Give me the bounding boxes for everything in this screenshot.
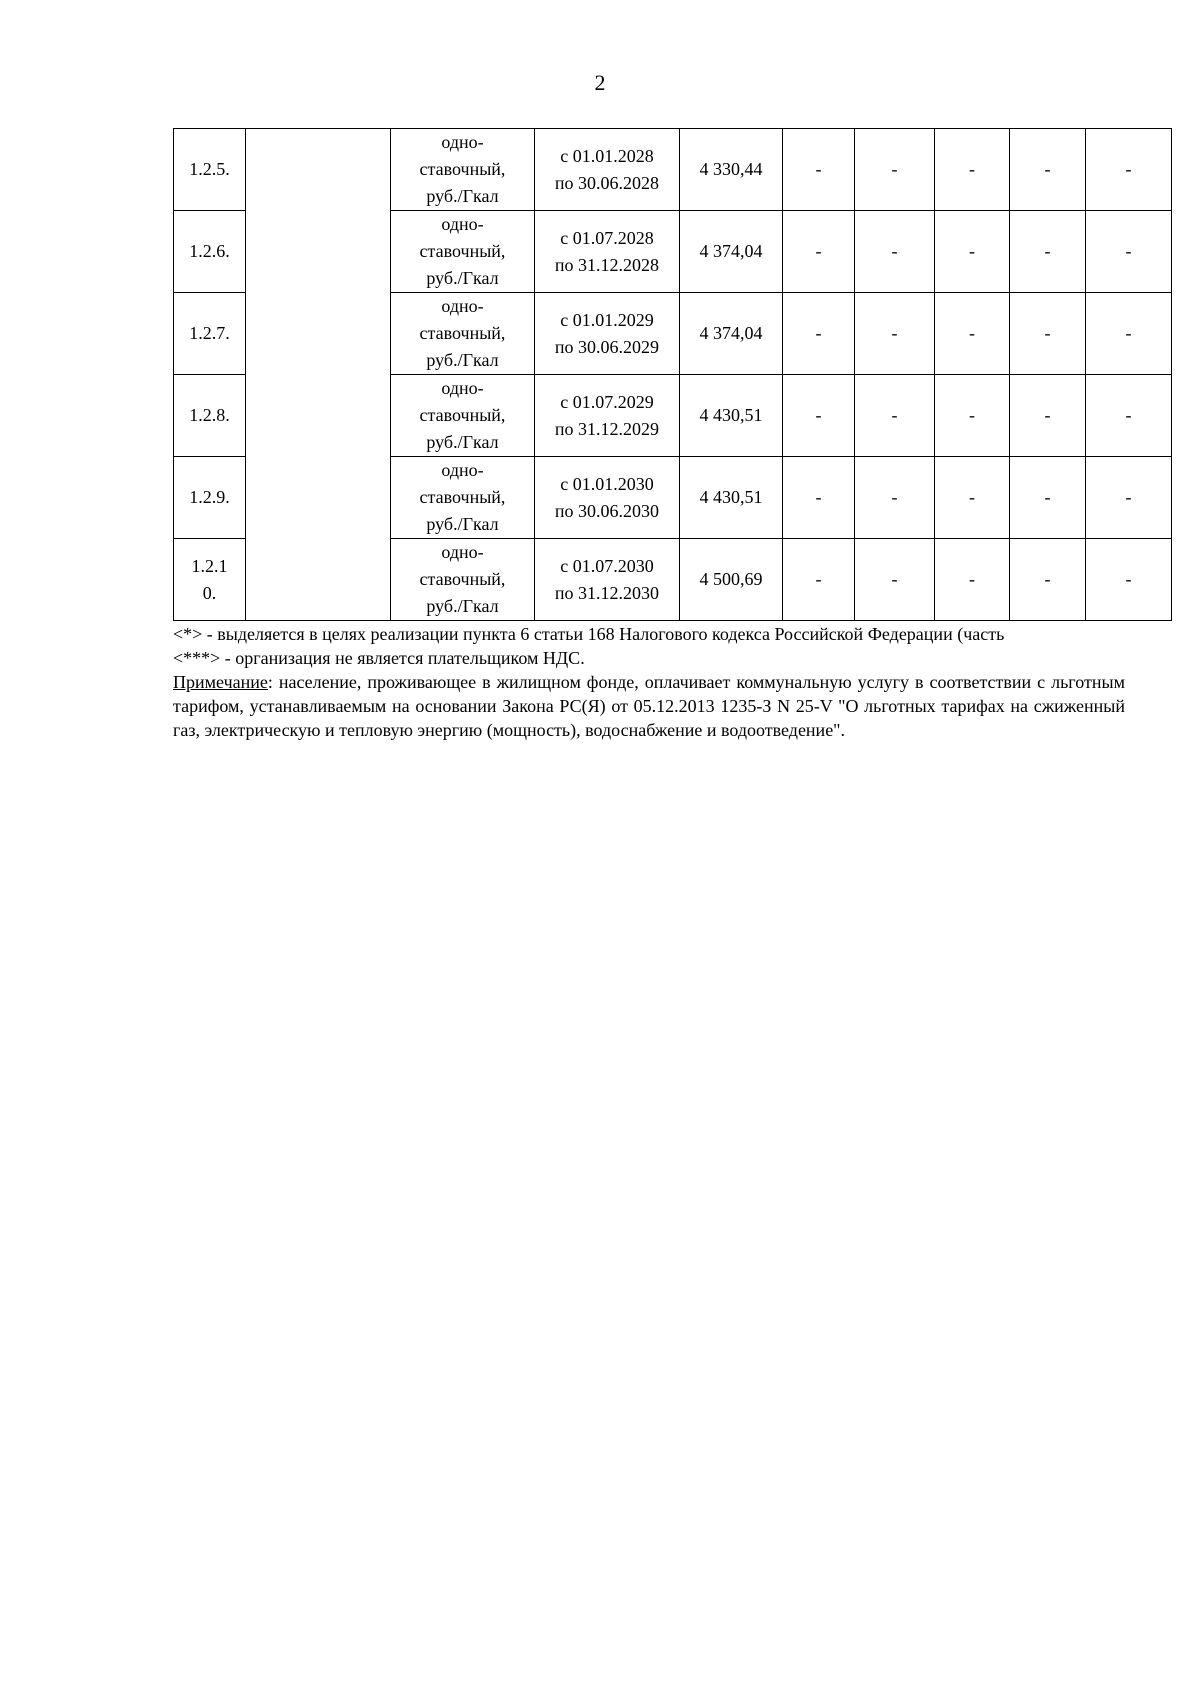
empty-value-cell: - [783,293,855,375]
empty-value-cell: - [1010,211,1086,293]
row-number-cell [174,293,246,375]
empty-value-cell: - [935,539,1010,621]
tariff-value-cell: 4 330,44 [680,129,783,211]
row-number-line: 1.2.1 [191,555,228,576]
empty-value-cell: - [855,211,935,293]
period-line: по 31.12.2029 [554,418,660,439]
row-number-line: 1.2.8. [189,405,230,425]
period-line: с 01.07.2028 [560,227,654,248]
empty-value-cell: - [783,129,855,211]
empty-value-cell: - [935,293,1010,375]
tariff-value-cell: 4 430,51 [680,457,783,539]
tariff-type-line: руб./Гкал [426,350,499,370]
empty-value-cell: - [855,375,935,457]
tariff-value-cell: 4 374,04 [680,293,783,375]
table-body [174,129,1172,621]
tariff-value-cell: 4 430,51 [680,375,783,457]
tariff-type-line: ставочный, [419,323,506,343]
footnote-triple-asterisk: <***> - организация не является плательщиком НДС. [173,648,585,668]
tariff-type-cell [391,539,535,621]
row-number-cell [174,539,246,621]
empty-value-cell: - [855,539,935,621]
tariff-type-line: ставочный, [419,569,506,589]
remark-paragraph [173,670,1125,742]
tariff-type-line: ставочный, [419,487,506,507]
row-number-cell [174,375,246,457]
period-cell [535,375,680,457]
tariff-type-line: ставочный, [419,241,506,261]
period-cell [535,211,680,293]
period-line: с 01.01.2030 [560,473,654,494]
table-row [174,129,1172,211]
empty-value-cell: - [783,457,855,539]
row-number-line: 0. [202,582,217,603]
notes-section [173,622,1125,742]
period-line: с 01.01.2028 [560,145,654,166]
tariff-type-line: руб./Гкал [426,432,499,452]
empty-value-cell: - [1086,457,1172,539]
merged-empty-cell [246,129,391,621]
tariff-type-cell [391,293,535,375]
empty-value-cell: - [935,129,1010,211]
tariff-type-line: руб./Гкал [426,268,499,288]
row-number-line: 1.2.7. [189,323,230,343]
row-number-cell [174,129,246,211]
tariff-type-cell [391,211,535,293]
empty-value-cell: - [935,375,1010,457]
empty-value-cell: - [855,457,935,539]
period-line: по 31.12.2030 [554,582,660,603]
tariff-type-line: ставочный, [419,159,506,179]
tariff-type-line: руб./Гкал [426,514,499,534]
empty-value-cell: - [855,129,935,211]
empty-value-cell: - [855,293,935,375]
empty-value-cell: - [1086,211,1172,293]
empty-value-cell: - [1010,129,1086,211]
tariff-type-line: одно- [441,214,484,234]
tariff-type-line: одно- [441,378,484,398]
tariff-value-cell: 4 374,04 [680,211,783,293]
period-cell [535,293,680,375]
empty-value-cell: - [1010,539,1086,621]
row-number-line: 1.2.6. [189,241,230,261]
empty-value-cell: - [783,211,855,293]
period-cell [535,129,680,211]
period-cell [535,457,680,539]
empty-value-cell: - [1086,539,1172,621]
period-line: с 01.07.2029 [560,391,654,412]
tariff-type-line: одно- [441,132,484,152]
row-number-line: 1.2.9. [189,487,230,507]
tariff-type-cell [391,375,535,457]
period-cell [535,539,680,621]
row-number-cell [174,457,246,539]
tariff-table [173,128,1172,621]
empty-value-cell: - [783,539,855,621]
empty-value-cell: - [935,457,1010,539]
period-line: по 30.06.2030 [554,500,660,521]
empty-value-cell: - [1086,129,1172,211]
empty-value-cell: - [1010,457,1086,539]
tariff-type-line: руб./Гкал [426,596,499,616]
empty-value-cell: - [935,211,1010,293]
page-number: 2 [594,70,606,95]
tariff-type-cell [391,129,535,211]
footnote-asterisk: <*> - выделяется в целях реализации пункта 6 статьи 168 Налогового кодекса Российской Федерации (часть [173,624,1005,644]
row-number-cell [174,211,246,293]
empty-value-cell: - [1010,375,1086,457]
remark-label: Примечание [173,672,268,692]
empty-value-cell: - [783,375,855,457]
tariff-type-cell [391,457,535,539]
empty-value-cell: - [1086,293,1172,375]
period-line: по 31.12.2028 [554,254,660,275]
tariff-type-line: руб./Гкал [426,186,499,206]
tariff-type-line: одно- [441,460,484,480]
row-number-line: 1.2.5. [189,159,230,179]
tariff-value-cell: 4 500,69 [680,539,783,621]
remark-text: : население, проживающее в жилищном фонде, оплачивает коммунальную услугу в соответствии с льготным тарифом, устанавливаемым на основании Закона РС(Я) от 05.12.2013 1235-З N 25-V "О льготных тарифах на сжиженный газ, электрическую и тепловую энергию (мощность), водоснабжение и водоотведение". [173,672,1125,740]
tariff-type-line: ставочный, [419,405,506,425]
period-line: с 01.01.2029 [560,309,654,330]
period-line: по 30.06.2029 [554,336,660,357]
empty-value-cell: - [1010,293,1086,375]
period-line: по 30.06.2028 [554,172,660,193]
tariff-type-line: одно- [441,296,484,316]
period-line: с 01.07.2030 [560,555,654,576]
empty-value-cell: - [1086,375,1172,457]
tariff-type-line: одно- [441,542,484,562]
